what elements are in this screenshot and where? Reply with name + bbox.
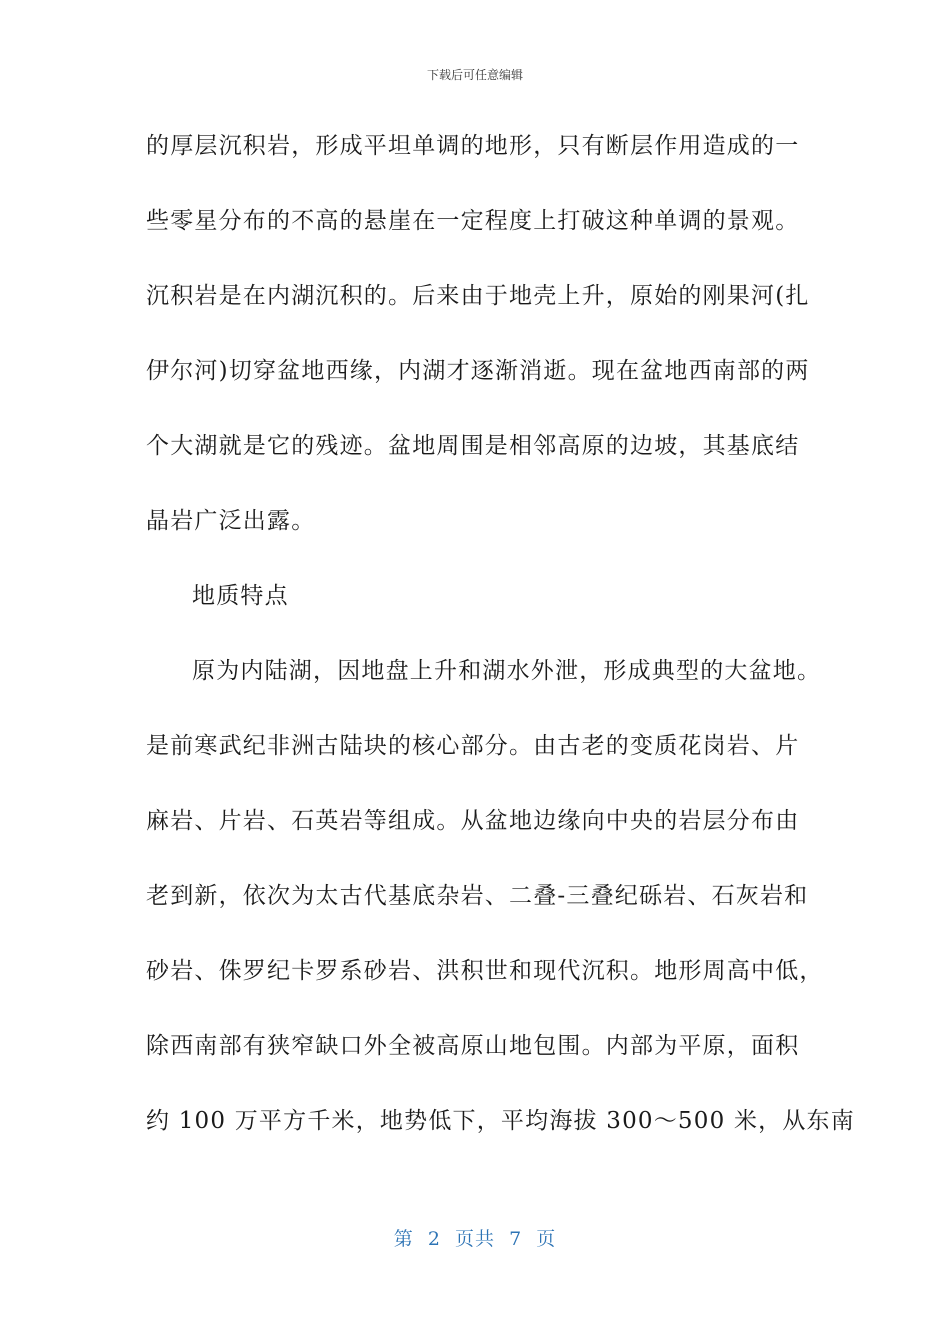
text-line: 伊尔河)切穿盆地西缘，内湖才逐渐消逝。现在盆地西南部的两 <box>146 358 810 384</box>
text-line: 砂岩、侏罗纪卡罗系砂岩、洪积世和现代沉积。地形周高中低， <box>146 958 824 984</box>
section-heading: 地质特点 <box>192 583 289 609</box>
text-line: 老到新，依次为太古代基底杂岩、二叠-三叠纪砾岩、石灰岩和 <box>146 883 809 909</box>
text-line: 是前寒武纪非洲古陆块的核心部分。由古老的变质花岗岩、片 <box>146 733 800 759</box>
text-line: 沉积岩是在内湖沉积的。后来由于地壳上升，原始的刚果河(扎 <box>146 283 810 309</box>
text-line: 的厚层沉积岩，形成平坦单调的地形，只有断层作用造成的一 <box>146 133 800 159</box>
text-line: 麻岩、片岩、石英岩等组成。从盆地边缘向中央的岩层分布由 <box>146 808 800 834</box>
text-line: 些零星分布的不高的悬崖在一定程度上打破这种单调的景观。 <box>146 208 800 234</box>
text-line: 晶岩广泛出露。 <box>146 508 316 534</box>
document-body <box>146 128 855 1178</box>
text-line: 约 100 万平方千米，地势低下，平均海拔 300～500 米，从东南 <box>146 1108 855 1134</box>
text-line: 除西南部有狭窄缺口外全被高原山地包围。内部为平原，面积 <box>146 1033 800 1059</box>
page-number-footer: 第 2 页共 7 页 <box>393 1228 557 1250</box>
page-header-note: 下载后可任意编辑 <box>426 68 523 82</box>
text-line: 原为内陆湖，因地盘上升和湖水外泄，形成典型的大盆地。 <box>192 658 822 684</box>
text-line: 个大湖就是它的残迹。盆地周围是相邻高原的边坡，其基底结 <box>146 433 800 459</box>
